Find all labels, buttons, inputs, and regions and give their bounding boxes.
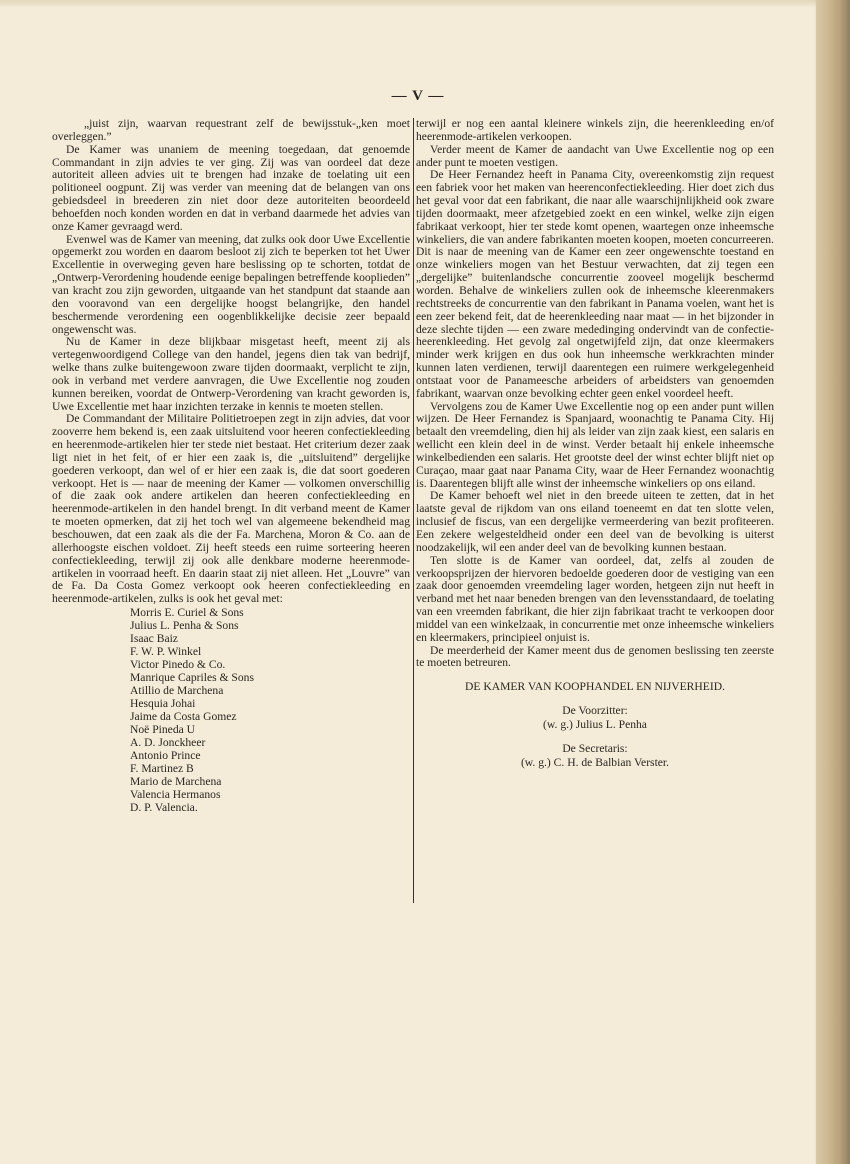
merchant-name: Manrique Capriles & Sons <box>130 671 254 685</box>
merchant-name: F. W. P. Winkel <box>130 645 202 659</box>
secretary-name: (w. g.) C. H. de Balbian Verster. <box>520 756 670 770</box>
merchant-name: F. Martinez B <box>130 762 194 776</box>
left-paragraph-2: De Kamer was unaniem de meening toegedaan, dat genoemde Commandant in zijn advies te ver ging. Zij was van oordeel dat deze autoriteit alleen advies uit te brengen had inzake de toelating uit een politioneel oogpunt. Zij was verder van meening dat de belangen van ons gebiedsdeel in breederen zin niet door deze autoriteiten beoordeeld behoefden noch konden worden en dat in verband daarmede het advies van onze Kamer gevraagd werd. <box>52 142 410 233</box>
signing-organisation: DE KAMER VAN KOOPHANDEL EN NIJVERHEID. <box>465 680 725 694</box>
merchant-name: Jaime da Costa Gomez <box>130 710 237 724</box>
right-paragraph-6: Ten slotte is de Kamer van oordeel, dat, zelfs al zouden de verkoopsprijzen der hiervoren bedoelde goederen door de vestiging van een zaak door genoemden vreemdeling lager worden, hetgeen zijn nut heeft in verband met het naar beneden brengen van den levensstandaard, de toelating van een vreemden fabrikant, die hier zijn fabrikaat tracht te verkoopen door middel van een winkelzaak, in concurrentie met onze inheemsche winkeliers en kleermakers, principieel onjuist is. <box>416 553 774 644</box>
merchant-name: D. P. Valencia. <box>130 801 198 815</box>
right-paragraph-1: terwijl er nog een aantal kleinere winkels zijn, die heerenkleeding en/of heerenmode-artikelen verkoopen. <box>416 117 774 143</box>
merchant-name: Isaac Baiz <box>130 632 178 646</box>
right-paragraph-2: Verder meent de Kamer de aandacht van Uwe Excellentie nog op een ander punt te moeten vestigen. <box>416 142 774 169</box>
page-number: — V — <box>391 88 445 104</box>
merchant-name: Valencia Hermanos <box>130 788 221 802</box>
merchant-name: Noë Pineda U <box>130 723 196 737</box>
left-paragraph-3: Evenwel was de Kamer van meening, dat zulks ook door Uwe Excellentie opgemerkt zou worden en daarom besloot zij zich te beperken tot het Uwer Excellentie in overweging geven hare beslissing op te schorten, totdat de „Ontwerp-Verordening houdende eenige bepalingen betreffende kooplieden” van kracht zou zijn geworden, uitgaande van het standpunt dat staande aan den vooravond van een dergelijke hoogst belangrijke, den handel beschermende verordening een oogenblikkelijke decisie zeer bepaald ongewenscht was. <box>52 232 410 336</box>
column-divider <box>413 118 414 903</box>
merchant-name: Julius L. Penha & Sons <box>130 619 239 633</box>
chair-name: (w. g.) Julius L. Penha <box>543 718 647 732</box>
right-column <box>416 118 774 770</box>
right-paragraph-3: De Heer Fernandez heeft in Panama City, overeenkomstig zijn request een fabriek voor het maken van heerenconfectiekleeding. Hier doet zich dus het geval voor dat een fabrikant, die naar alle waarschijnlijkheid ook zware tijden doormaakt, meer afzetgebied zoekt en een winkel, welke zijn eigen fabrikaat verkoopt, hier ter stede komt openen, waartegen onze inheemsche winkeliers, die van andere fabrikanten moeten koopen, moeten concurreeren. Dit is naar de meening van de Kamer een zeer ongewenschte toestand en onze winkeliers mogen van het Bestuur verwachten, dat zij tegen een „dergelijke” buitenlandsche concurrentie zooveel mogelijk beschermd worden. Behalve de winkeliers zullen ook de inheemsche kleerenmakers rechtstreeks de concurrentie van den fabrikant in Panama voelen, want het is een zeer bekend feit, dat de heerenkleeding naar maat — in het bijzonder in deze slechte tijden — een zware mededinging ondervindt van de confectie-heerenkleeding. Het gevolg zal ongetwijfeld zijn, dat onze kleermakers minder werk krijgen en dus ook hun inheemsche werkkrachten minder kunnen laten verdienen, terwijl daarentegen een ruimere werkgelegenheid ontstaat voor de Panameesche arbeiders of arbeidsters van genoemden fabrikant, waarvan onze bevolking echter geen enkel voordeel heeft. <box>416 168 774 400</box>
secretary-title: De Secretaris: <box>562 742 628 756</box>
page-binding-edge <box>816 0 850 1164</box>
right-paragraph-7: De meerderheid der Kamer meent dus de genomen beslissing ten zeerste te moeten betreuren. <box>416 643 774 670</box>
right-paragraph-4: Vervolgens zou de Kamer Uwe Excellentie nog op een ander punt willen wijzen. De Heer Fernandez is Spanjaard, woonachtig te Panama City. Hij betaalt den vreemdeling, dien hij als leider van zijn zaak kiest, een salaris en wellicht een klein deel in de winst. Verder betaalt hij enkele inheemsche winkelbedienden een salaris. Het grootste deel der winst echter blijft niet op Curaçao, maar gaat naar Panama City, waar de Heer Fernandez woonachtig is. Daarentegen blijft alle winst der inheemsche winkeliers op ons eiland. <box>416 399 774 490</box>
merchant-name: Mario de Marchena <box>130 775 222 789</box>
left-column <box>52 118 410 814</box>
merchant-list <box>52 606 410 814</box>
left-paragraph-4: Nu de Kamer in deze blijkbaar misgetast heeft, meent zij als vertegenwoordigend College van den handel, jegens dien tak van bedrijf, welke thans zulke buitengewoon zware tijden doormaakt, verplicht te zijn, ook in verband met verdere aanvragen, die Uwe Excellentie nog zouden kunnen bereiken, voordat de Ontwerp-Verordening van kracht geworden is, Uwe Excellentie met haar inzichten terzake in kennis te moeten stellen. <box>52 335 410 413</box>
signature-block <box>416 680 774 770</box>
merchant-name: Victor Pinedo & Co. <box>130 658 226 672</box>
merchant-name: Hesquia Johai <box>130 697 196 711</box>
merchant-name: Antonio Prince <box>130 749 201 763</box>
merchant-name: Atillio de Marchena <box>130 684 224 698</box>
left-paragraph-1: „juist zijn, waarvan requestrant zelf de bewijsstuk-„ken moet overleggen.” <box>52 117 410 143</box>
right-paragraph-5: De Kamer behoeft wel niet in den breede uiteen te zetten, dat in het laatste geval de rijkdom van ons eiland toeneemt en dat ten slotte velen, inclusief de fiscus, van een dergelijke vermeerdering van bezit profiteeren. Een zekere welgesteldheid onder een deel van de bevolking is uiterst noodzakelijk, wil een ander deel van de bevolking kunnen bestaan. <box>416 489 774 554</box>
chair-title: De Voorzitter: <box>562 704 628 718</box>
page-top-edge <box>0 0 816 8</box>
left-paragraph-5: De Commandant der Militaire Politietroepen zegt in zijn advies, dat voor zooverre hem bekend is, een zaak uitsluitend voor heeren confectiekleeding en heerenmode-artikelen hier ter stede niet bestaat. Het criterium dezer zaak ligt niet in het feit, of er hier een zaak is, die „uitsluitend” dergelijke goederen verkoopt, dan wel of er hier een zaak is, die dat soort goederen verkoopt. Het is — naar de meening der Kamer — volkomen onverschillig of die zaak ook andere artikelen dan heeren confectiekleeding en heerenmode-artikelen in den handel brengt. In dit verband meent de Kamer te moeten opmerken, dat zij het toch wel van algemeene bekendheid mag beschouwen, dat een zaak als die der Fa. Marchena, Moron & Co. aan de allerhoogste eischen voldoet. Zij heeft steeds een ruime sorteering heeren confectiekleeding, terwijl zij ook alle denkbare moderne heerenmode-artikelen in voorraad heeft. En daarin staat zij niet alleen. Het „Louvre” van de Fa. Da Costa Gomez verkoopt ook heeren confectiekleeding en heerenmode-artikelen, zulks is ook het geval met: <box>52 412 410 606</box>
merchant-name: Morris E. Curiel & Sons <box>130 606 244 620</box>
merchant-name: A. D. Jonckheer <box>130 736 206 750</box>
